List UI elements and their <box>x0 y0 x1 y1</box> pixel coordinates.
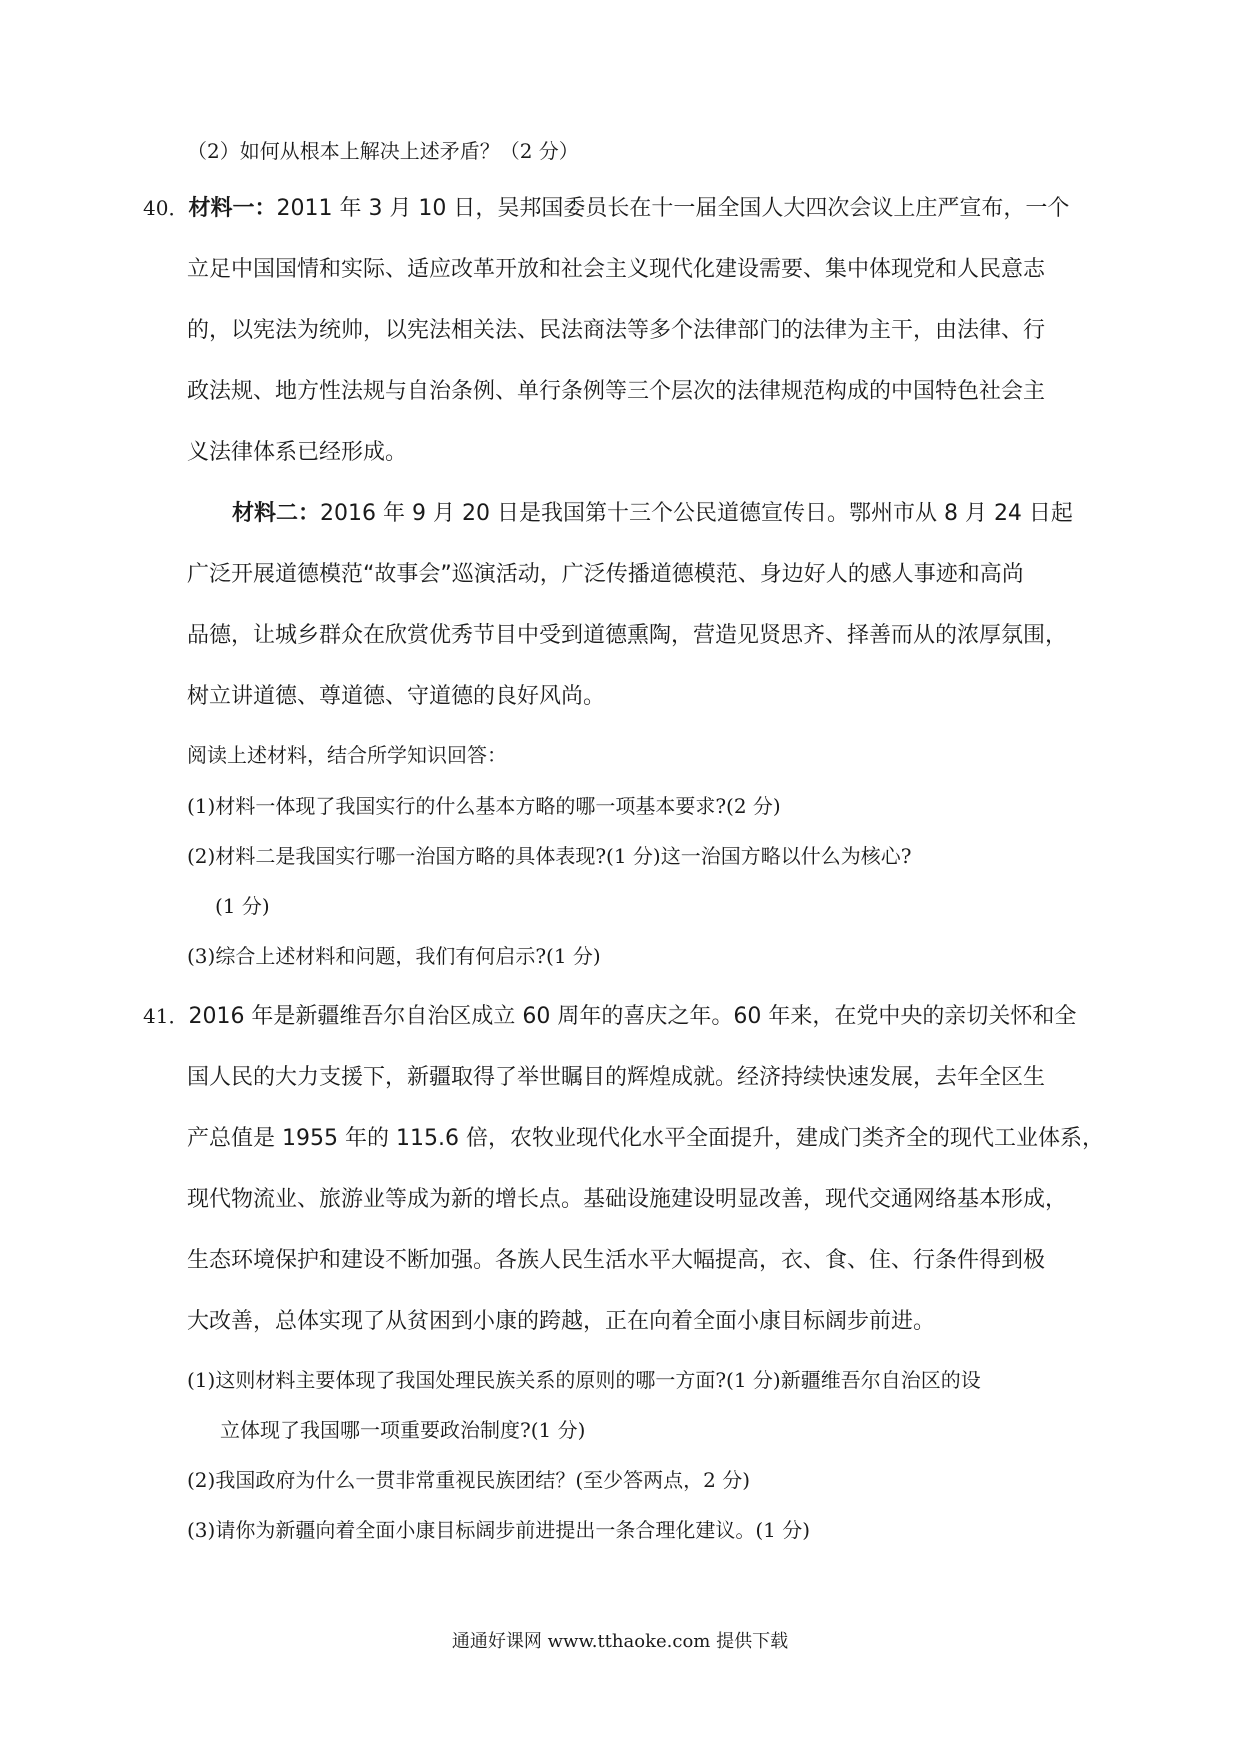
material-2-line: 树立讲道德、尊道德、守道德的良好风尚。 <box>187 684 606 709</box>
question-41-sub2: (2)我国政府为什么一贯非常重视民族团结？(至少答两点，2 分) <box>187 1468 751 1492</box>
question-40-first-line <box>143 198 1069 220</box>
question-41-sub1: (1)这则材料主要体现了我国处理民族关系的原则的哪一方面?(1 分)新疆维吾尔自治区的设 <box>187 1368 981 1392</box>
material-2-line: 品德，让城乡群众在欣赏优秀节目中受到道德熏陶，营造见贤思齐、择善而从的浓厚氛围， <box>187 623 1068 648</box>
material-1-line: 政法规、地方性法规与自治条例、单行条例等三个层次的法律规范构成的中国特色社会主 <box>187 379 1046 404</box>
prev-question-part2: （2）如何从根本上解决上述矛盾？（2 分） <box>187 139 579 163</box>
question-40-sub2: (2)材料二是我国实行哪一治国方略的具体表现?(1 分)这一治国方略以什么为核心? <box>187 844 912 868</box>
question-41-line: 生态环境保护和建设不断加强。各族人民生活水平大幅提高，衣、食、住、行条件得到极 <box>187 1248 1046 1273</box>
question-40-sub3: (3)综合上述材料和问题，我们有何启示?(1 分) <box>187 944 601 968</box>
material-1-line: 2011 年 3 月 10 日，吴邦国委员长在十一届全国人大四次会议上庄严宣布，一个 <box>276 196 1070 221</box>
question-41-line: 现代物流业、旅游业等成为新的增长点。基础设施建设明显改善，现代交通网络基本形成， <box>187 1187 1068 1212</box>
material-1-line: 的，以宪法为统帅，以宪法相关法、民法商法等多个法律部门的法律为主干，由法律、行 <box>187 318 1046 343</box>
question-40-sub2-cont: (1 分) <box>215 894 270 918</box>
question-41-first-line <box>143 1006 1076 1028</box>
question-41-line: 2016 年是新疆维吾尔自治区成立 60 周年的喜庆之年。60 年来，在党中央的亲切关怀和全 <box>188 1004 1077 1029</box>
material-2-line: 2016 年 9 月 20 日是我国第十三个公民道德宣传日。鄂州市从 8 月 24 日起 <box>320 501 1073 526</box>
material-1-label: 材料一： <box>188 196 277 221</box>
question-41-sub1-cont: 立体现了我国哪一项重要政治制度?(1 分) <box>220 1418 586 1442</box>
question-40-sub1: (1)材料一体现了我国实行的什么基本方略的哪一项基本要求?(2 分) <box>187 794 781 818</box>
question-41-line: 国人民的大力支援下，新疆取得了举世瞩目的辉煌成就。经济持续快速发展，去年全区生 <box>187 1065 1046 1090</box>
question-40-number: 40． <box>143 196 189 220</box>
question-40-prompt: 阅读上述材料，结合所学知识回答： <box>187 743 507 767</box>
question-41-sub3: (3)请你为新疆向着全面小康目标阔步前进提出一条合理化建议。(1 分) <box>187 1518 811 1542</box>
material-1-line: 立足中国国情和实际、适应改革开放和社会主义现代化建设需要、集中体现党和人民意志 <box>187 257 1046 282</box>
material-2-line: 广泛开展道德模范“故事会”巡演活动，广泛传播道德模范、身边好人的感人事迹和高尚 <box>187 562 1024 587</box>
question-41-line: 大改善，总体实现了从贫困到小康的跨越，正在向着全面小康目标阔步前进。 <box>187 1309 936 1334</box>
question-41-number: 41． <box>143 1004 189 1028</box>
material-1-line: 义法律体系已经形成。 <box>187 440 408 465</box>
material-2-label: 材料二： <box>232 501 321 526</box>
material-2-first-line <box>232 503 1073 525</box>
question-41-line: 产总值是 1955 年的 115.6 倍，农牧业现代化水平全面提升，建成门类齐全的现代工业体系， <box>187 1126 1104 1151</box>
page-footer: 通通好课网 www.tthaoke.com 提供下载 <box>451 1631 789 1652</box>
